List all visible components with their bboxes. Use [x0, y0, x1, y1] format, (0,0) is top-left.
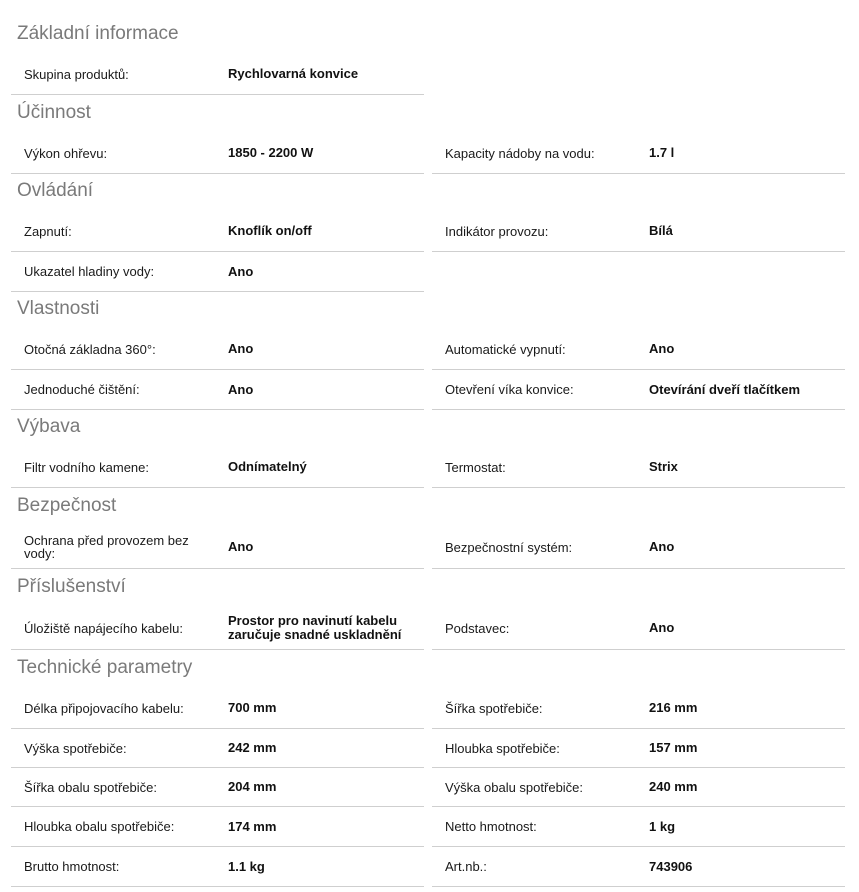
spec-value: Bílá — [649, 223, 673, 238]
spec-value: Otevírání dveří tlačítkem — [649, 381, 801, 397]
section-title-equipment: Výbava — [17, 416, 81, 437]
spec-label: Skupina produktů: — [11, 54, 218, 94]
spec-label: Art.nb.: — [432, 847, 639, 886]
spec-label: Výška spotřebiče: — [11, 729, 218, 767]
spec-value: 174 mm — [228, 818, 277, 834]
spec-row — [11, 252, 424, 292]
spec-value: Strix — [649, 459, 678, 474]
spec-value: 743906 — [649, 858, 693, 874]
spec-value: 1.7 l — [649, 145, 675, 160]
spec-value: Ano — [228, 263, 254, 279]
spec-value: Odnímatelný — [228, 459, 307, 474]
spec-value: Ano — [228, 539, 254, 554]
spec-row — [432, 768, 845, 807]
spec-row — [11, 688, 424, 729]
spec-value: 1.1 kg — [228, 858, 265, 874]
spec-label: Výkon ohřevu: — [11, 133, 218, 173]
section-title-accessories: Příslušenství — [17, 576, 126, 597]
spec-value: Knoflík on/off — [228, 223, 312, 238]
spec-value: 216 mm — [649, 700, 698, 715]
spec-label: Jednoduché čištění: — [11, 370, 218, 409]
spec-label: Výška obalu spotřebiče: — [432, 768, 639, 806]
spec-row — [432, 807, 845, 847]
spec-row — [11, 729, 424, 768]
section-title-technical-parameters: Technické parametry — [17, 657, 193, 678]
spec-value: Ano — [649, 539, 675, 554]
spec-value: 1 kg — [649, 818, 676, 834]
spec-label: Bezpečnostní systém: — [432, 526, 639, 568]
spec-label: Indikátor provozu: — [432, 211, 639, 251]
spec-row — [432, 847, 845, 887]
spec-label: Šířka spotřebiče: — [432, 688, 639, 728]
section-title-efficiency: Účinnost — [17, 102, 91, 123]
spec-row — [11, 768, 424, 807]
spec-label: Otočná základna 360°: — [11, 329, 218, 369]
spec-label: Délka připojovacího kabelu: — [11, 688, 218, 728]
spec-row — [11, 607, 424, 650]
spec-value: Ano — [228, 381, 254, 397]
spec-row — [432, 370, 845, 410]
spec-value: 700 mm — [228, 700, 277, 715]
spec-value: 157 mm — [649, 740, 698, 755]
spec-label: Podstavec: — [432, 607, 639, 649]
spec-value: 240 mm — [649, 779, 698, 794]
spec-label: Filtr vodního kamene: — [11, 447, 218, 487]
spec-row — [432, 607, 845, 650]
spec-row — [432, 447, 845, 488]
spec-value: 1850 - 2200 W — [228, 145, 314, 160]
spec-label: Ukazatel hladiny vody: — [11, 252, 218, 291]
spec-value: Prostor pro navinutí kabelu zaručuje snadné uskladnění — [228, 613, 402, 642]
spec-row — [432, 729, 845, 768]
section-title-controls: Ovládání — [17, 180, 94, 201]
spec-label: Otevření víka konvice: — [432, 370, 639, 409]
spec-label: Hloubka spotřebiče: — [432, 729, 639, 767]
spec-label: Termostat: — [432, 447, 639, 487]
spec-row — [11, 370, 424, 410]
spec-value: 242 mm — [228, 740, 277, 755]
spec-row — [432, 211, 845, 252]
spec-value: 204 mm — [228, 779, 277, 794]
spec-value: Rychlovarná konvice — [228, 66, 359, 81]
spec-row — [11, 133, 424, 174]
spec-row — [11, 526, 424, 569]
spec-label: Automatické vypnutí: — [432, 329, 639, 369]
spec-row — [432, 526, 845, 569]
spec-row — [11, 329, 424, 370]
spec-label: Kapacity nádoby na vodu: — [432, 133, 639, 173]
spec-label: Brutto hmotnost: — [11, 847, 218, 886]
spec-row — [11, 211, 424, 252]
spec-label: Ochrana před provozem bez vody: — [11, 526, 218, 568]
section-title-safety: Bezpečnost — [17, 495, 117, 516]
spec-value: Ano — [228, 341, 254, 356]
spec-value: Ano — [649, 341, 675, 356]
spec-row — [432, 688, 845, 729]
spec-label: Hloubka obalu spotřebiče: — [11, 807, 218, 846]
spec-row — [432, 133, 845, 174]
spec-label: Úložiště napájecího kabelu: — [11, 607, 218, 649]
spec-row — [11, 807, 424, 847]
spec-label: Zapnutí: — [11, 211, 218, 251]
spec-value: Ano — [649, 620, 675, 635]
spec-label: Šířka obalu spotřebiče: — [11, 768, 218, 806]
spec-row — [432, 329, 845, 370]
spec-row — [11, 847, 424, 887]
section-title-features: Vlastnosti — [17, 298, 100, 319]
spec-row — [11, 54, 424, 95]
spec-label: Netto hmotnost: — [432, 807, 639, 846]
spec-row — [11, 447, 424, 488]
section-title-basic-info: Základní informace — [17, 23, 179, 44]
